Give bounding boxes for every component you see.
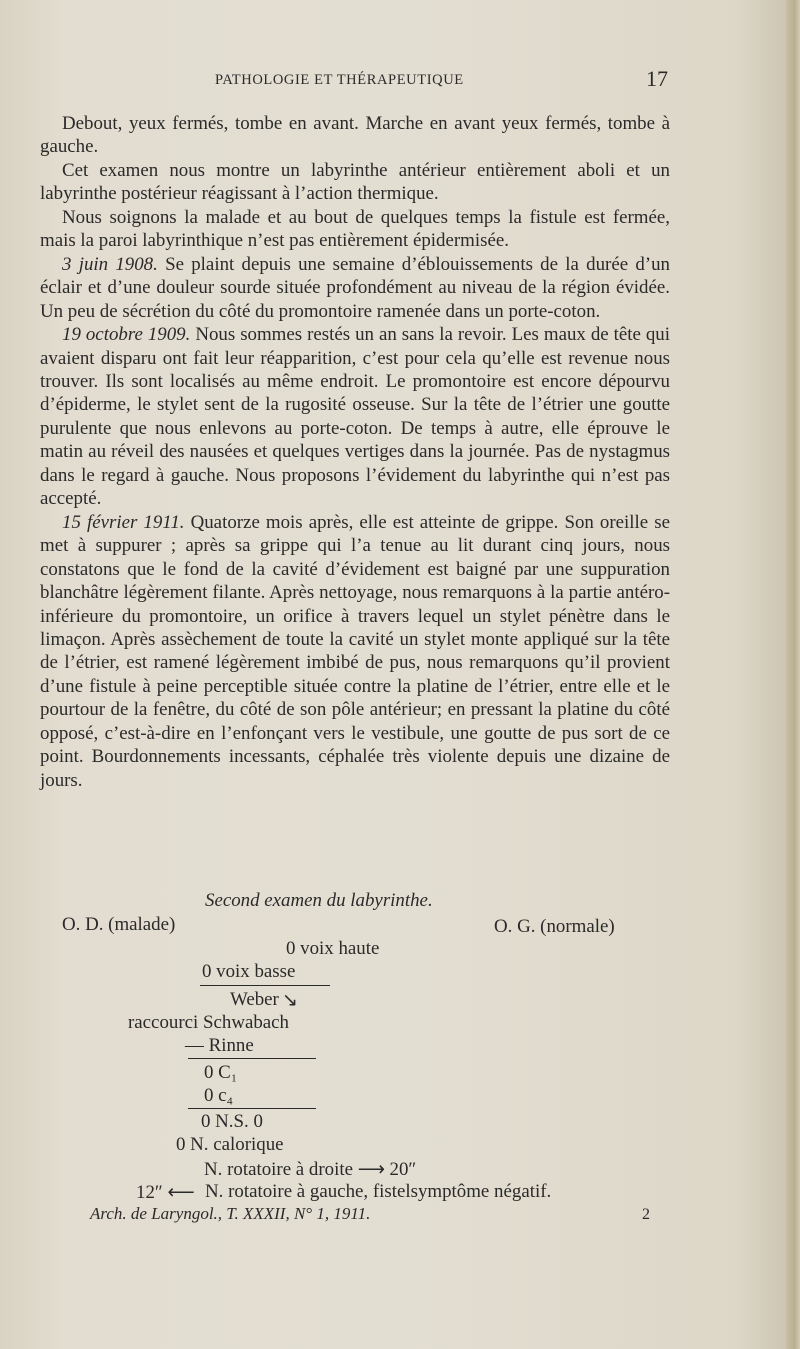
rot-droite: N. rotatoire à droite ⟶ 20″	[204, 1159, 417, 1180]
weber: Weber	[230, 989, 279, 1010]
paragraph-text: Se plaint depuis une semaine d’éblouissements de la durée d’un éclair et d’une douleur sourde située profondément au niveau de la région évidée. Un peu de sécrétion du côté du promontoire ramenée dans un porte-coton.	[40, 253, 670, 322]
schwabach: raccourci Schwabach	[128, 1012, 290, 1033]
paragraph-text: Nous sommes restés un an sans la revoir. Les maux de tête qui avaient disparu ont fait leur réapparition, c’est pour cela qu’elle est revenue nous trouver. Ils sont localisés au même endroit. Le promontoire est encore dépourvu d’épiderme, le stylet sent de la rugosité osseuse. Sur la tête de l’étrier une goutte purulente que nous enlevons au porte-coton. De temps à autre, elle éprouve le matin au réveil des nausées et quelques vertiges dans la journée. Pas de nystagmus dans le regard à gauche. Nous proposons l’évidement du labyrinthe qui n’est pas accepté.	[40, 324, 670, 510]
ns: 0 N.S. 0	[201, 1111, 263, 1132]
citation: Arch. de Laryngol., T. XXXII, N° 1, 1911.	[90, 1204, 371, 1223]
c1: 0 C₁	[204, 1062, 238, 1083]
paragraph-text: Nous soignons la malade et au bout de quelques temps la fistule est fermée, mais la paroi labyrinthique n’est pas entièrement épidermisée.	[40, 206, 670, 252]
voix-haute: 0 voix haute	[286, 938, 380, 959]
signature-mark: 2	[642, 1206, 650, 1223]
paragraph-text: Quatorze mois après, elle est atteinte de grippe. Son oreille se met à suppurer ; après sa grippe qui l’a tenue au lit durant cinq jours, nous constatons que le fond de la cavité d’évidement est baigné par une suppuration blanchâtre légèrement filante. Après nettoyage, nous remarquons à la partie antéro-inférieure du promontoire, un orifice à travers lequel un stylet pénètre dans le limaçon. Après assèchement de toute la cavité un stylet monte appliqué sur la tête de l’étrier, est ramené légèrement imbibé de pus, nous remarquons qu’il provient d’une fistule à peine perceptible située contre la platine de l’étrier, entre elle et le pourtour de la fenêtre, du côté de son pôle antérieur; en pressant la platine du côté opposé, c’est-à-dire en l’enfonçant vers le vestibule, une goutte de pus sort de ce point. Bourdonnements incessants, céphalée très violente depuis une dizaine de jours.	[40, 511, 670, 791]
entry-date: 19 octobre 1909.	[62, 324, 191, 346]
c4: 0 c₄	[204, 1085, 234, 1106]
rule	[200, 985, 330, 986]
entry-date: 15 février 1911.	[62, 511, 185, 533]
entry-date: 3 juin 1908.	[62, 253, 158, 275]
running-head: PATHOLOGIE ET THÉRAPEUTIQUE	[215, 72, 464, 88]
exam-title: Second examen du labyrinthe.	[205, 890, 433, 911]
calorique: 0 N. calorique	[176, 1134, 284, 1155]
rot-gauche: N. rotatoire à gauche, fistelsymptôme négatif.	[205, 1181, 552, 1202]
paragraph-text: Debout, yeux fermés, tombe en avant. Marche en avant yeux fermés, tombe à gauche.	[40, 113, 670, 158]
arrow-down-right-icon: ↘	[282, 990, 298, 1011]
rule	[188, 1058, 316, 1059]
rot-gauche-left: 12″ ⟵	[136, 1182, 195, 1203]
og-label: O. G. (normale)	[494, 916, 615, 937]
paragraph-text: Cet examen nous montre un labyrinthe antérieur entièrement aboli et un labyrinthe postérieur réagissant à l’action thermique.	[40, 159, 670, 205]
rinne: — Rinne	[185, 1035, 254, 1056]
od-label: O. D. (malade)	[62, 914, 176, 935]
rule	[188, 1108, 316, 1109]
voix-basse: 0 voix basse	[202, 961, 296, 982]
page-number: 17	[646, 66, 668, 91]
